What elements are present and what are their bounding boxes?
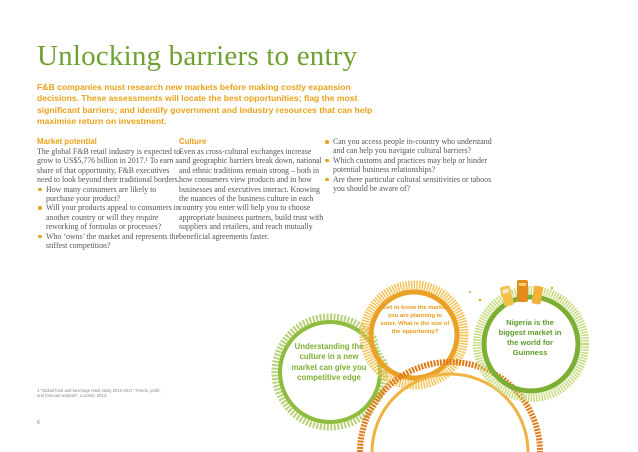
footnote: 1 “Global food and beverage retail study 2012-2017: Trends, profit, and forecast analysis”, Lucintel, 2013. [37, 388, 161, 399]
bullet-item: Are there particular cultural sensitivities or taboos you should be aware of? [324, 175, 499, 194]
market-potential-bullets [37, 185, 182, 251]
market-potential-column [37, 137, 182, 250]
page-number: 6 [37, 420, 41, 426]
bullet-item: Which customs and practices may help or hinder potential business relationships? [324, 156, 499, 175]
culture-questions-column [324, 137, 499, 193]
bullet-item: How many consumers are likely to purchase your product? [37, 185, 182, 204]
left-circle-caption: Understanding the culture in a new market can give you competitive edge [291, 342, 367, 382]
bullet-item: Can you access people in-country who understand and can help you navigate cultural barriers? [324, 137, 499, 156]
intro-paragraph: F&B companies must research new markets before making costly expansion decisions. These assessments will locate the best opportunities; flag the most significant barriers; and identify government and industry resources that can help maximise return on investment. [37, 82, 373, 127]
bullet-item: Who ‘owns’ the market and represents the stiffest competition? [37, 232, 182, 251]
culture-heading: Culture [179, 137, 207, 146]
right-circle-caption: Nigeria is the biggest market in the world for Guinness [498, 318, 562, 357]
middle-circle-caption: Get to know the market you are planning to enter. What is the size of the opportunity? [380, 305, 450, 336]
culture-body: Even as cross-cultural exchanges increase and geographic barriers break down, national and ethnic traditions remain strong – both in how consumers view products and in how businesses and executives interact. Knowing the nuances of the business culture in each country you enter will help you to choose appropriate business partners, build trust with suppliers and retailers, and reach mutually beneficial agreements faster. [179, 147, 324, 241]
drink-glasses-icon [500, 280, 544, 307]
market-potential-body: The global F&B retail industry is expected to grow to US$5,776 billion in 2017.¹ To earn a share of that opportunity, F&B executives need to look beyond their traditional borders. [37, 147, 181, 185]
bullet-item: Will your products appeal to consumers in another country or will they require reworking of formulas or processes? [37, 203, 182, 231]
culture-column [179, 137, 324, 241]
market-potential-heading: Market potential [37, 137, 97, 146]
culture-question-bullets [324, 137, 499, 193]
page-title: Unlocking barriers to entry [37, 40, 358, 72]
